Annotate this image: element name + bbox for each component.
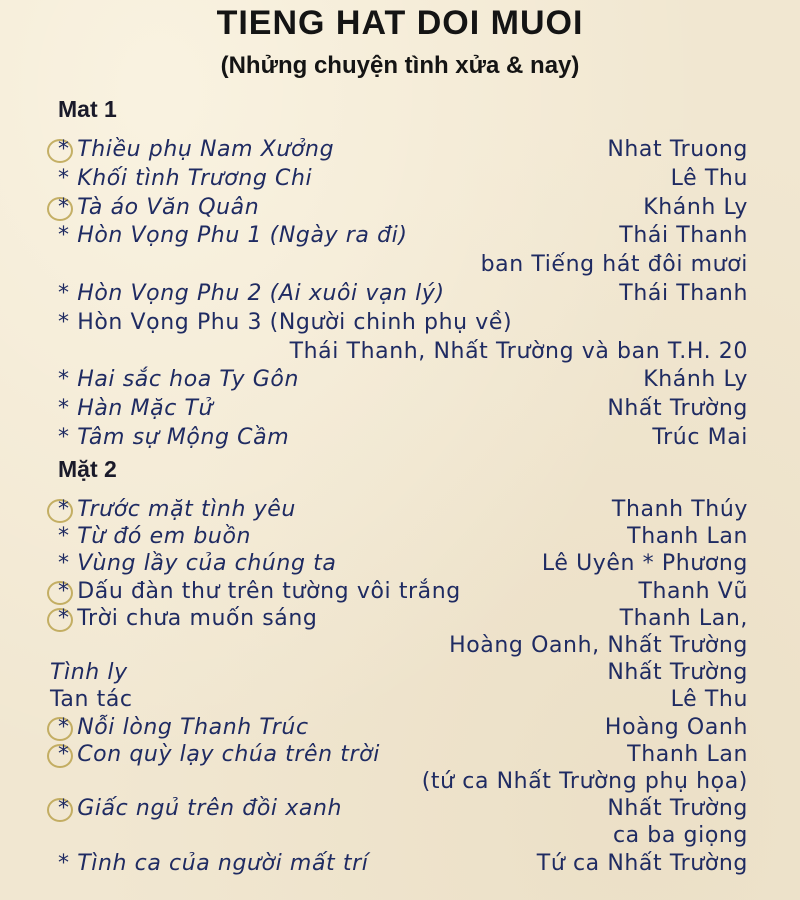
track-row-continuation [0, 822, 800, 850]
track-row [0, 496, 800, 524]
track-row [0, 136, 800, 164]
track-artist: Thanh Lan [627, 524, 748, 550]
track-artist: Thái Thanh [619, 281, 748, 306]
track-artist: Thái Thanh [619, 223, 748, 249]
track-row-continuation [0, 338, 800, 366]
track-title: * Tình ca của người mất trí [58, 850, 369, 876]
track-row [0, 659, 800, 687]
track-artist: Thanh Vũ [638, 578, 748, 604]
track-row [0, 795, 800, 823]
track-title: Tình ly [50, 660, 128, 686]
track-artist: Hoàng Oanh [604, 714, 748, 740]
track-title: * Từ đó em buồn [58, 524, 252, 550]
track-artist: Nhất Trường [607, 796, 748, 822]
track-row [0, 424, 800, 452]
track-artist: Khánh Ly [643, 194, 748, 220]
track-title: * Vùng lầy của chúng ta [58, 551, 337, 577]
track-artist: Thanh Lan, [619, 605, 748, 631]
track-title: Tan tác [50, 687, 133, 713]
track-title: * Giấc ngủ trên đồi xanh [58, 796, 343, 822]
track-artist: Lê Thu [670, 165, 748, 191]
track-title: * Trước mặt tình yêu [58, 497, 296, 522]
track-artist: Thanh Lan [627, 741, 748, 767]
album-title: TIENG HAT DOI MUOI [216, 4, 584, 42]
track-artist: Tứ ca Nhất Trường [536, 850, 748, 876]
track-title: * Hòn Vọng Phu 1 (Ngày ra đi) [58, 223, 408, 249]
track-row-continuation [0, 632, 800, 660]
track-row [0, 222, 800, 250]
side-1-heading: Mat 1 [58, 96, 117, 122]
track-title: * Khối tình Trương Chi [58, 165, 313, 191]
track-row [0, 395, 800, 423]
track-artist: Nhất Trường [607, 660, 748, 686]
track-row [0, 366, 800, 394]
track-row [0, 741, 800, 769]
track-row [0, 714, 800, 742]
track-artist: Trúc Mai [652, 425, 748, 450]
track-row [0, 686, 800, 714]
track-title: * Hòn Vọng Phu 2 (Ai xuôi vạn lý) [58, 281, 445, 306]
track-artist: Nhất Trường [607, 396, 748, 422]
track-title: * Hàn Mặc Tử [58, 396, 214, 422]
track-artist: Khánh Ly [643, 367, 748, 393]
track-row [0, 523, 800, 551]
track-artist-continued: ca ba giọng [612, 823, 748, 849]
track-row-continuation [0, 251, 800, 279]
track-title: * Trời chưa muốn sáng [58, 605, 318, 631]
track-artist: Lê Thu [670, 687, 748, 713]
track-artist: Thanh Thúy [611, 497, 748, 522]
track-row [0, 578, 800, 606]
track-title: * Thiều phụ Nam Xưởng [58, 137, 335, 162]
track-row [0, 605, 800, 633]
track-artist-continued: (tứ ca Nhất Trường phụ họa) [421, 769, 748, 794]
track-title: * Hòn Vọng Phu 3 (Người chinh phụ về) [58, 309, 513, 335]
track-row [0, 550, 800, 578]
track-title: * Dấu đàn thư trên tường vôi trắng [58, 578, 461, 604]
track-row [0, 280, 800, 308]
track-artist: Lê Uyên * Phương [541, 551, 748, 577]
track-title: * Tà áo Văn Quân [58, 194, 260, 220]
track-row-continuation [0, 768, 800, 796]
track-title: * Tâm sự Mộng Cầm [58, 425, 290, 450]
track-title: * Hai sắc hoa Ty Gôn [58, 367, 300, 393]
track-artist-continued: Hoàng Oanh, Nhất Trường [449, 633, 748, 658]
track-row [0, 165, 800, 193]
track-artist-continued: Thái Thanh, Nhất Trường và ban T.H. 20 [289, 338, 748, 364]
track-row [0, 309, 800, 337]
track-title: * Nỗi lòng Thanh Trúc [58, 714, 309, 740]
track-row [0, 850, 800, 878]
track-artist-continued: ban Tiếng hát đôi mươi [480, 252, 748, 278]
track-row [0, 194, 800, 222]
track-artist: Nhat Truong [607, 137, 748, 162]
side-2-heading: Mặt 2 [58, 456, 117, 482]
album-subtitle: (Nhửng chuyện tình xửa & nay) [220, 52, 580, 79]
track-title: * Con quỳ lạy chúa trên trời [58, 741, 380, 767]
